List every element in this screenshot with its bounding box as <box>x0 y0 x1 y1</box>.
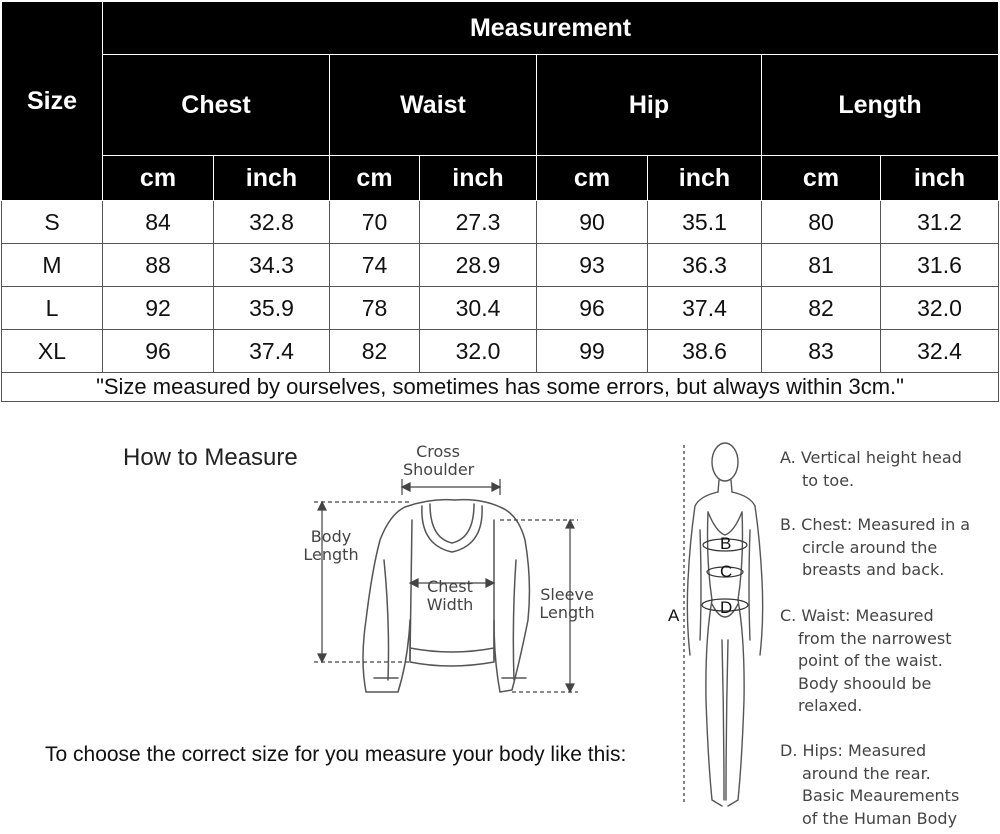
measurement-note: "Size measured by ourselves, sometimes has some errors, but always within 3cm." <box>2 373 999 402</box>
body-figure <box>660 436 775 831</box>
value-cell: 37.4 <box>648 287 762 330</box>
table-row <box>2 244 999 287</box>
size-cell: S <box>2 201 103 244</box>
unit-header: inch <box>420 156 537 201</box>
value-cell: 34.3 <box>214 244 330 287</box>
value-cell: 27.3 <box>420 201 537 244</box>
value-cell: 31.2 <box>881 201 999 244</box>
table-row <box>2 201 999 244</box>
value-cell: 38.6 <box>648 330 762 373</box>
value-cell: 96 <box>103 330 214 373</box>
value-cell: 70 <box>330 201 420 244</box>
value-cell: 96 <box>537 287 648 330</box>
figure-letter-b: B <box>720 534 732 553</box>
unit-header: cm <box>537 156 648 201</box>
instruction-text: To choose the correct size for you measure your body like this: <box>45 743 627 766</box>
value-cell: 82 <box>762 287 881 330</box>
measurement-header: Measurement <box>103 2 999 55</box>
value-cell: 84 <box>103 201 214 244</box>
size-cell: M <box>2 244 103 287</box>
value-cell: 32.0 <box>881 287 999 330</box>
legend-d: D. Hips: Measured around the rear. Basic Meaurements of the Human Body <box>780 741 960 828</box>
value-cell: 30.4 <box>420 287 537 330</box>
value-cell: 31.6 <box>881 244 999 287</box>
value-cell: 36.3 <box>648 244 762 287</box>
value-cell: 82 <box>330 330 420 373</box>
figure-letter-d: D <box>720 598 733 617</box>
value-cell: 92 <box>103 287 214 330</box>
value-cell: 81 <box>762 244 881 287</box>
size-cell: L <box>2 287 103 330</box>
unit-header: inch <box>648 156 762 201</box>
value-cell: 35.9 <box>214 287 330 330</box>
unit-header: cm <box>330 156 420 201</box>
value-cell: 90 <box>537 201 648 244</box>
value-cell: 32.0 <box>420 330 537 373</box>
unit-header: inch <box>881 156 999 201</box>
value-cell: 35.1 <box>648 201 762 244</box>
unit-header: cm <box>762 156 881 201</box>
legend-c: C. Waist: Measured from the narrowest point of the waist. Body shoould be relaxed. <box>780 606 952 715</box>
length-header: Length <box>762 55 999 156</box>
sleeve-length-label: Sleeve Length <box>539 585 595 622</box>
value-cell: 74 <box>330 244 420 287</box>
chest-header: Chest <box>103 55 330 156</box>
how-to-measure-title: How to Measure <box>123 444 298 471</box>
value-cell: 37.4 <box>214 330 330 373</box>
value-cell: 32.8 <box>214 201 330 244</box>
unit-header: inch <box>214 156 330 201</box>
value-cell: 83 <box>762 330 881 373</box>
body-length-label: Body Length <box>303 527 359 564</box>
value-cell: 93 <box>537 244 648 287</box>
value-cell: 88 <box>103 244 214 287</box>
value-cell: 78 <box>330 287 420 330</box>
chest-width-label: Chest Width <box>426 577 474 614</box>
value-cell: 80 <box>762 201 881 244</box>
hip-header: Hip <box>537 55 762 156</box>
table-row <box>2 330 999 373</box>
table-row <box>2 287 999 330</box>
size-chart-table <box>1 1 999 402</box>
size-header: Size <box>2 2 103 201</box>
cross-shoulder-label: Cross Shoulder <box>403 442 475 479</box>
figure-letter-a: A <box>668 606 680 625</box>
figure-letter-c: C <box>720 562 733 581</box>
value-cell: 99 <box>537 330 648 373</box>
legend-b: B. Chest: Measured in a circle around the breasts and back. <box>780 515 971 579</box>
unit-header: cm <box>103 156 214 201</box>
waist-header: Waist <box>330 55 537 156</box>
value-cell: 28.9 <box>420 244 537 287</box>
value-cell: 32.4 <box>881 330 999 373</box>
size-cell: XL <box>2 330 103 373</box>
legend-a: A. Vertical height head to toe. <box>780 448 962 490</box>
